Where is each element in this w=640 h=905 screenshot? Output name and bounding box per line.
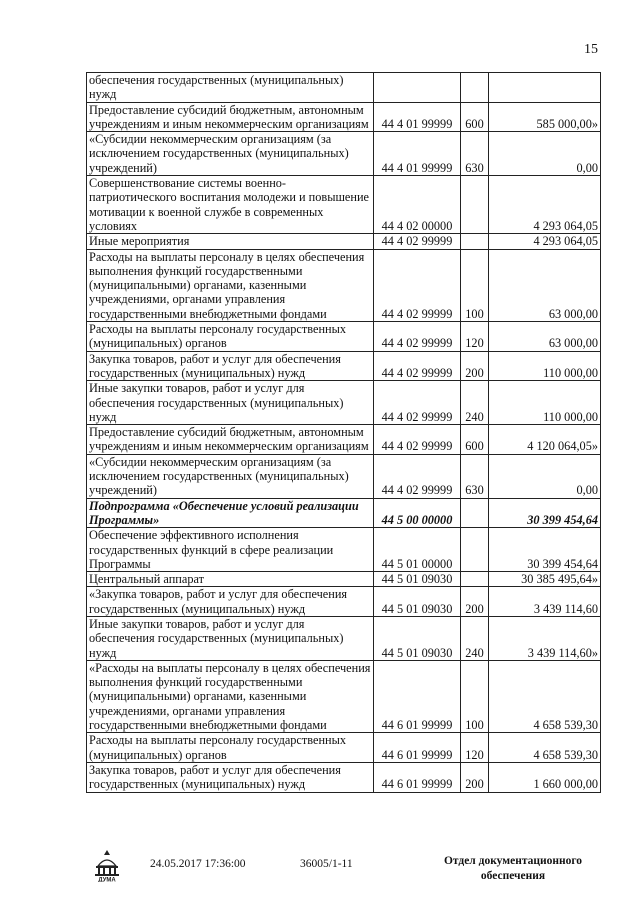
row-type-cell: 200: [461, 587, 489, 617]
row-sum-cell: 30 385 495,64»: [489, 572, 601, 587]
department-line-1: Отдел документационного: [443, 855, 583, 867]
row-code-cell: 44 4 02 99999: [374, 351, 461, 381]
table-row: [87, 132, 601, 176]
row-type-cell: [461, 528, 489, 572]
budget-table-body: [87, 73, 601, 793]
table-row: [87, 528, 601, 572]
row-code-cell: 44 5 01 09030: [374, 572, 461, 587]
row-sum-cell: 4 120 064,05»: [489, 425, 601, 455]
row-sum-cell: 110 000,00: [489, 351, 601, 381]
table-row: [87, 454, 601, 498]
row-code-cell: 44 4 02 99999: [374, 454, 461, 498]
row-name-cell: обеспечения государственных (муниципальных) нужд: [87, 73, 374, 103]
table-row: [87, 381, 601, 425]
row-type-cell: [461, 176, 489, 234]
row-sum-cell: 4 658 539,30: [489, 660, 601, 732]
row-code-cell: 44 4 02 99999: [374, 249, 461, 321]
row-code-cell: 44 4 01 99999: [374, 102, 461, 132]
table-row: [87, 425, 601, 455]
table-row: [87, 102, 601, 132]
row-name-cell: Расходы на выплаты персоналу государственных (муниципальных) органов: [87, 733, 374, 763]
table-row: [87, 762, 601, 792]
row-name-cell: Расходы на выплаты персоналу в целях обеспечения выполнения функций государственными (муниципальными) органами, казенными учреждениями, органами управления государственными внебюджетными фондами: [87, 249, 374, 321]
table-row: [87, 234, 601, 249]
row-code-cell: 44 4 02 99999: [374, 234, 461, 249]
page-number: 15: [584, 42, 598, 57]
row-type-cell: [461, 498, 489, 528]
row-sum-cell: [489, 73, 601, 103]
row-type-cell: 240: [461, 381, 489, 425]
row-type-cell: 200: [461, 351, 489, 381]
row-code-cell: 44 5 00 00000: [374, 498, 461, 528]
row-name-cell: Обеспечение эффективного исполнения государственных функций в сфере реализации Программы: [87, 528, 374, 572]
row-code-cell: 44 6 01 99999: [374, 660, 461, 732]
table-row: [87, 660, 601, 732]
row-name-cell: Иные закупки товаров, работ и услуг для обеспечения государственных (муниципальных) нужд: [87, 381, 374, 425]
row-name-cell: Совершенствование системы военно-патриотического воспитания молодежи и повышение мотивации к военной службе в современных условиях: [87, 176, 374, 234]
row-code-cell: 44 6 01 99999: [374, 733, 461, 763]
row-name-cell: «Субсидии некоммерческим организациям (за исключением государственных (муниципальных) учреждений): [87, 454, 374, 498]
row-type-cell: 630: [461, 454, 489, 498]
row-sum-cell: 110 000,00: [489, 381, 601, 425]
row-name-cell: «Субсидии некоммерческим организациям (за исключением государственных (муниципальных) учреждений): [87, 132, 374, 176]
row-type-cell: 600: [461, 102, 489, 132]
row-type-cell: [461, 234, 489, 249]
table-row: [87, 498, 601, 528]
table-row: [87, 587, 601, 617]
row-type-cell: 100: [461, 249, 489, 321]
row-code-cell: [374, 73, 461, 103]
row-name-cell: Закупка товаров, работ и услуг для обеспечения государственных (муниципальных) нужд: [87, 351, 374, 381]
row-sum-cell: 3 439 114,60: [489, 587, 601, 617]
table-row: [87, 572, 601, 587]
row-code-cell: 44 4 02 99999: [374, 322, 461, 352]
row-code-cell: 44 5 01 09030: [374, 587, 461, 617]
table-row: [87, 73, 601, 103]
row-name-cell: Подпрограмма «Обеспечение условий реализации Программы»: [87, 498, 374, 528]
logo-text: ДУМА: [98, 877, 116, 882]
row-sum-cell: 4 658 539,30: [489, 733, 601, 763]
table-row: [87, 351, 601, 381]
duma-logo: [92, 848, 122, 882]
row-code-cell: 44 4 02 99999: [374, 425, 461, 455]
table-row: [87, 249, 601, 321]
row-type-cell: [461, 572, 489, 587]
row-sum-cell: 63 000,00: [489, 249, 601, 321]
row-type-cell: [461, 73, 489, 103]
row-code-cell: 44 5 01 09030: [374, 616, 461, 660]
row-type-cell: 240: [461, 616, 489, 660]
row-name-cell: Закупка товаров, работ и услуг для обеспечения государственных (муниципальных) нужд: [87, 762, 374, 792]
document-number: 36005/1-11: [300, 858, 353, 870]
row-type-cell: 100: [461, 660, 489, 732]
page-footer: [0, 852, 640, 892]
table-row: [87, 176, 601, 234]
table-row: [87, 616, 601, 660]
table-row: [87, 322, 601, 352]
row-name-cell: Предоставление субсидий бюджетным, автономным учреждениям и иным некоммерческим организациям: [87, 425, 374, 455]
row-type-cell: 120: [461, 322, 489, 352]
row-name-cell: Иные мероприятия: [87, 234, 374, 249]
row-sum-cell: 4 293 064,05: [489, 176, 601, 234]
row-code-cell: 44 5 01 00000: [374, 528, 461, 572]
row-sum-cell: 1 660 000,00: [489, 762, 601, 792]
row-sum-cell: 30 399 454,64: [489, 528, 601, 572]
row-name-cell: Предоставление субсидий бюджетным, автономным учреждениям и иным некоммерческим организациям: [87, 102, 374, 132]
row-sum-cell: 0,00: [489, 132, 601, 176]
row-sum-cell: 0,00: [489, 454, 601, 498]
row-name-cell: Расходы на выплаты персоналу государственных (муниципальных) органов: [87, 322, 374, 352]
row-sum-cell: 63 000,00: [489, 322, 601, 352]
document-datetime: 24.05.2017 17:36:00: [150, 858, 246, 870]
row-sum-cell: 30 399 454,64: [489, 498, 601, 528]
row-name-cell: Иные закупки товаров, работ и услуг для обеспечения государственных (муниципальных) нужд: [87, 616, 374, 660]
table-row: [87, 733, 601, 763]
row-code-cell: 44 4 02 00000: [374, 176, 461, 234]
row-code-cell: 44 4 02 99999: [374, 381, 461, 425]
department-stamp: [438, 854, 588, 884]
budget-table: [86, 72, 601, 793]
row-sum-cell: 585 000,00»: [489, 102, 601, 132]
row-sum-cell: 4 293 064,05: [489, 234, 601, 249]
row-type-cell: 630: [461, 132, 489, 176]
department-line-2: обеспечения: [480, 870, 546, 882]
row-code-cell: 44 4 01 99999: [374, 132, 461, 176]
row-type-cell: 200: [461, 762, 489, 792]
row-name-cell: Центральный аппарат: [87, 572, 374, 587]
row-type-cell: 600: [461, 425, 489, 455]
row-sum-cell: 3 439 114,60»: [489, 616, 601, 660]
row-code-cell: 44 6 01 99999: [374, 762, 461, 792]
row-type-cell: 120: [461, 733, 489, 763]
row-name-cell: «Закупка товаров, работ и услуг для обеспечения государственных (муниципальных) нужд: [87, 587, 374, 617]
row-name-cell: «Расходы на выплаты персоналу в целях обеспечения выполнения функций государственными (муниципальными) органами, казенными учреждениями, органами управления государственными внебюджетными фондами: [87, 660, 374, 732]
